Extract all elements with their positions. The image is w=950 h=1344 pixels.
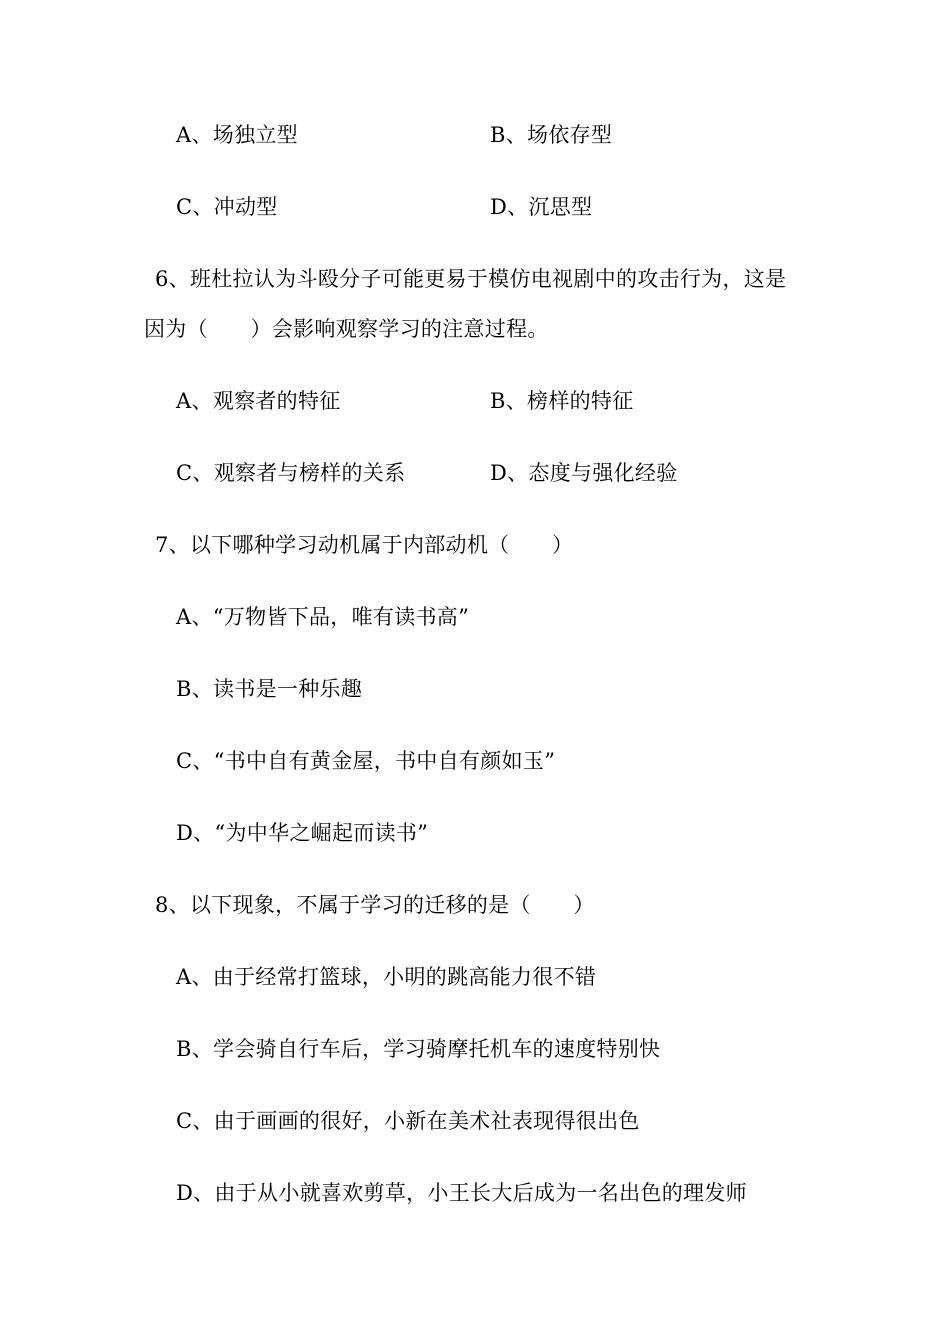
question-8-stem: 8、以下现象，不属于学习的迁移的是（ ）	[155, 893, 595, 917]
question-7-option-b: B、读书是一种乐趣	[176, 677, 363, 701]
question-6-stem-line1: 6、班杜拉认为斗殴分子可能更易于模仿电视剧中的攻击行为，这是	[155, 267, 787, 291]
option-b-field-dependent: B、场依存型	[490, 123, 613, 147]
question-8-option-a: A、由于经常打篮球，小明的跳高能力很不错	[176, 965, 597, 989]
option-c-impulsive: C、冲动型	[176, 195, 278, 219]
question-7-option-d: D、“为中华之崛起而读书”	[176, 821, 429, 845]
question-6-option-b: B、榜样的特征	[490, 389, 634, 413]
question-6-stem-line2: 因为（ ）会影响观察学习的注意过程。	[144, 317, 549, 341]
question-6-option-a: A、观察者的特征	[176, 389, 341, 413]
question-6-option-d: D、态度与强化经验	[490, 461, 678, 485]
question-7-stem: 7、以下哪种学习动机属于内部动机（ ）	[155, 533, 574, 557]
question-8-option-d: D、由于从小就喜欢剪草，小王长大后成为一名出色的理发师	[176, 1181, 747, 1205]
question-6-option-c: C、观察者与榜样的关系	[176, 461, 406, 485]
question-8-option-c: C、由于画画的很好，小新在美术社表现得很出色	[176, 1109, 640, 1133]
option-d-reflective: D、沉思型	[490, 195, 593, 219]
question-7-option-c: C、“书中自有黄金屋，书中自有颜如玉”	[176, 749, 556, 773]
question-7-option-a: A、“万物皆下品，唯有读书高”	[176, 605, 470, 629]
question-8-option-b: B、学会骑自行车后，学习骑摩托机车的速度特别快	[176, 1037, 661, 1061]
option-a-field-independent: A、场独立型	[176, 123, 298, 147]
